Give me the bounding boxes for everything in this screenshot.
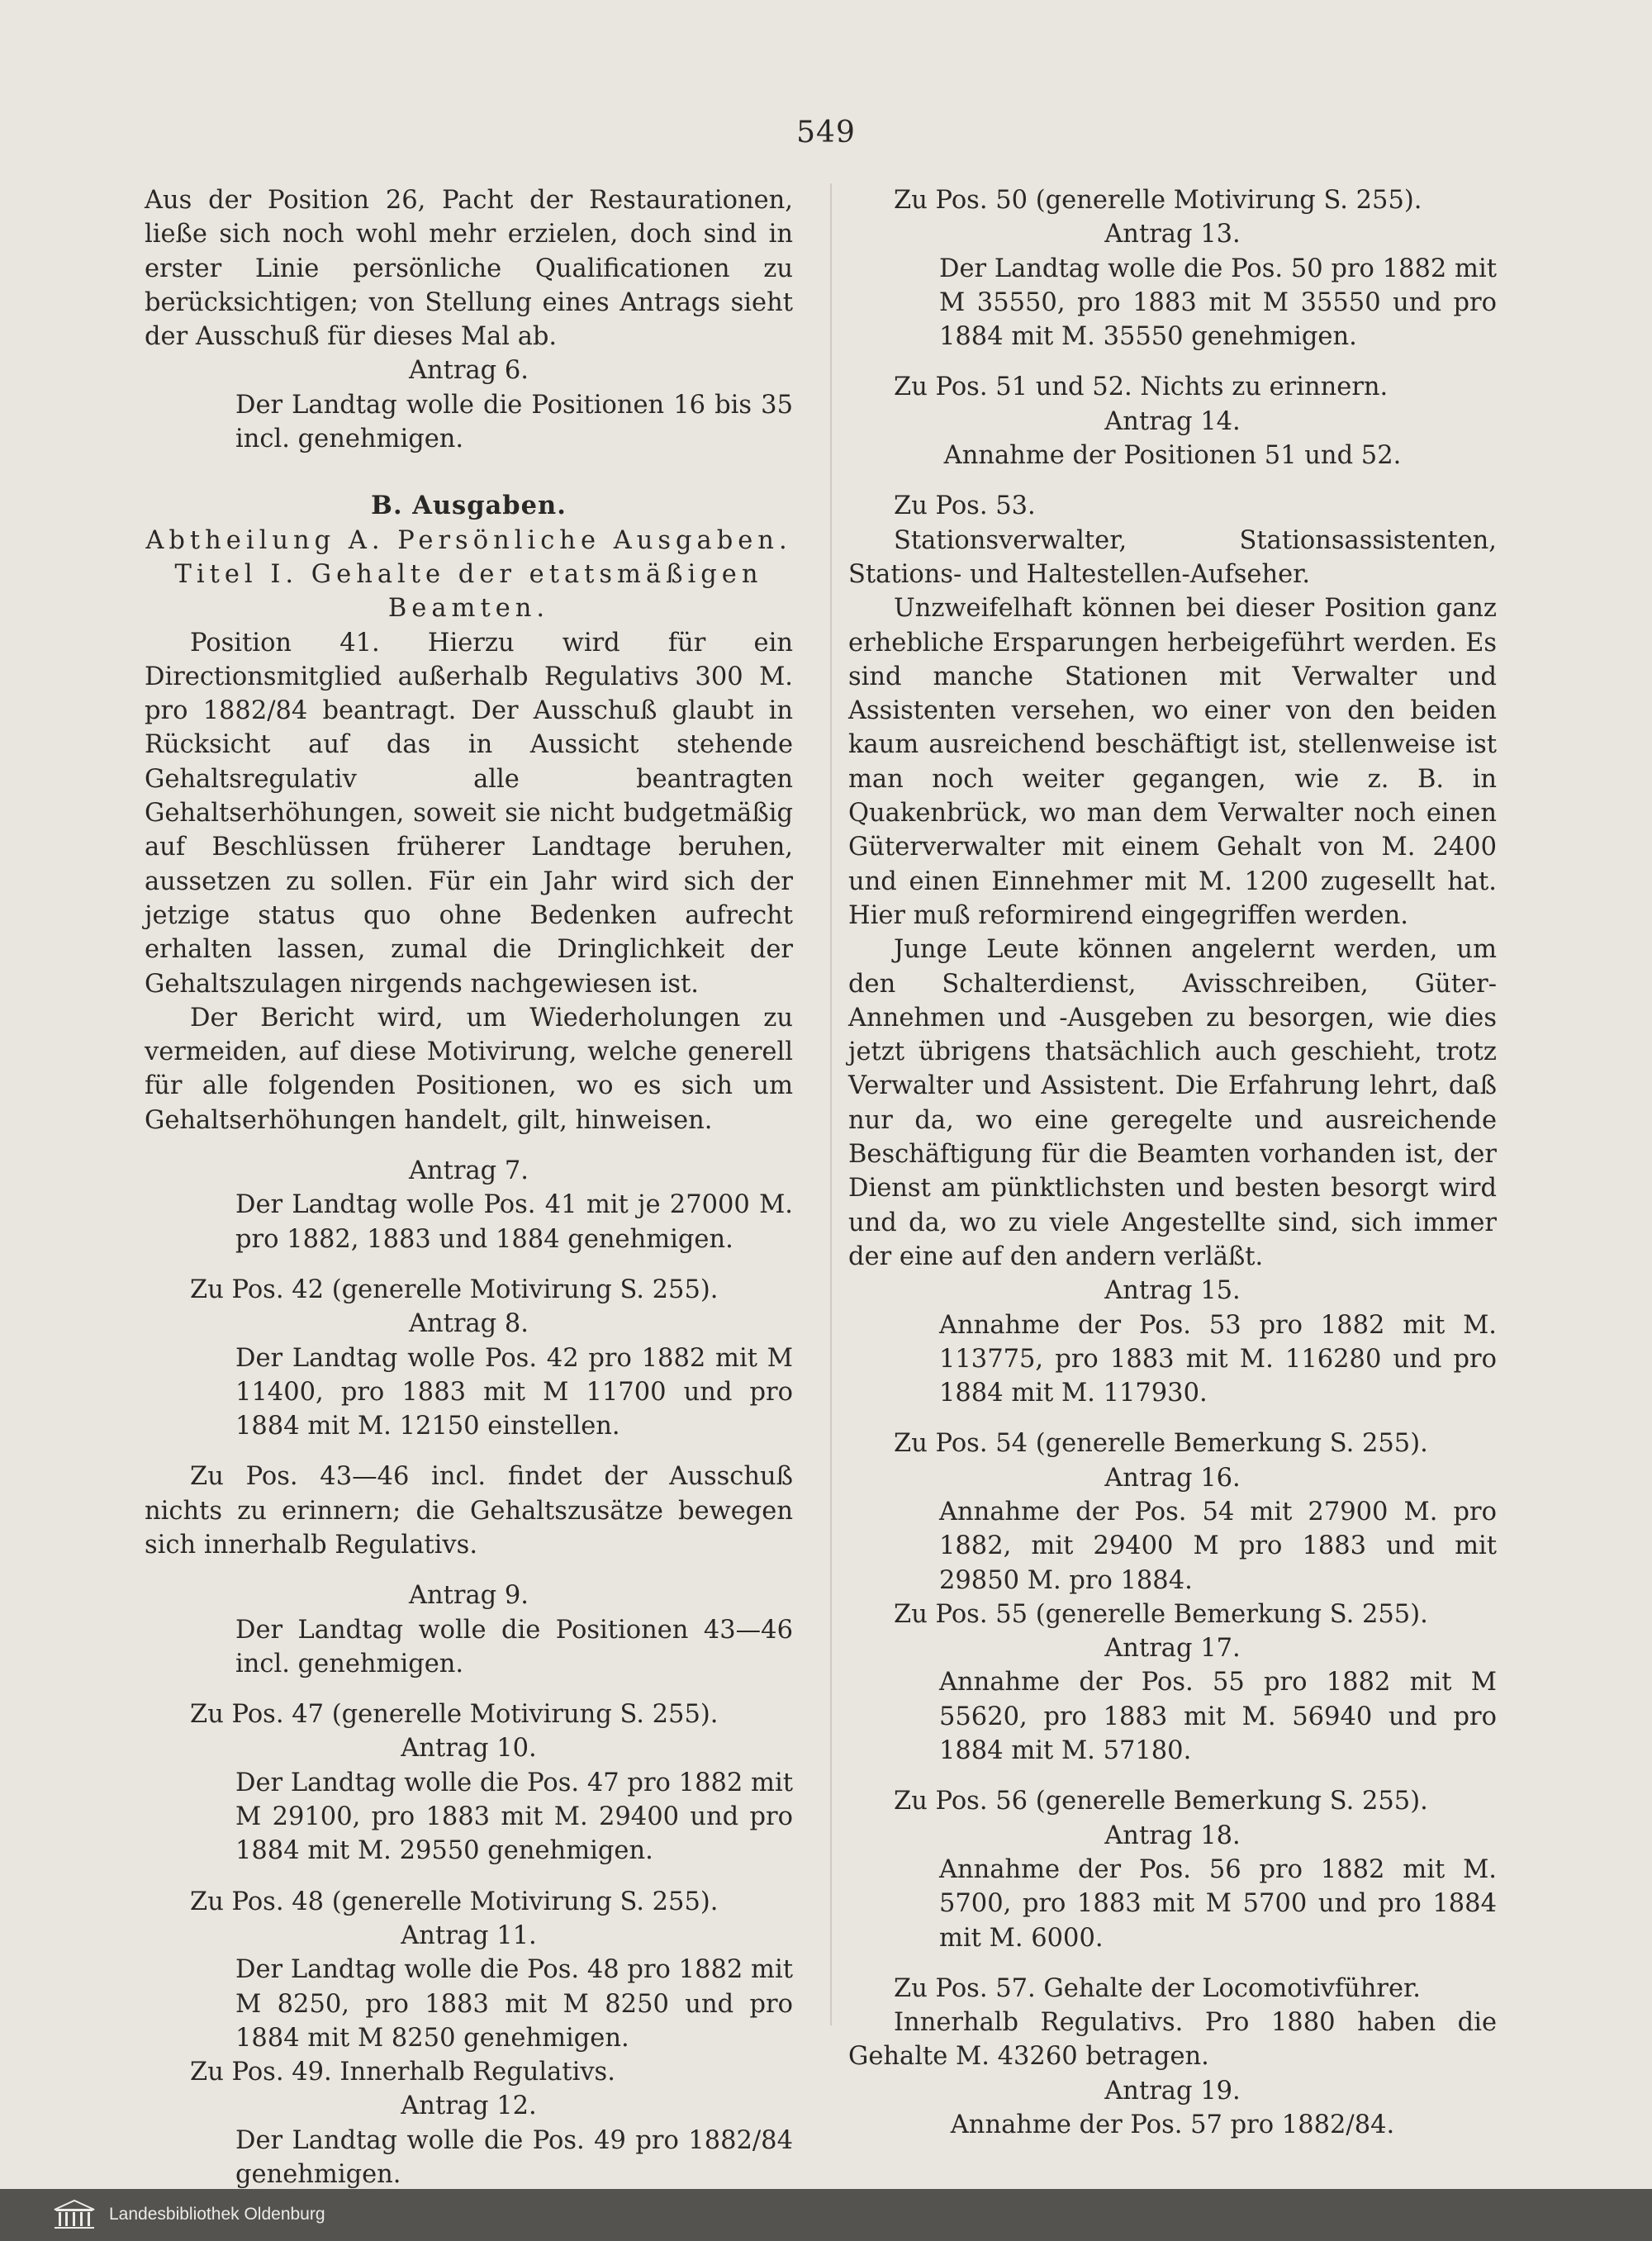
- paragraph: Antrag 13.: [1104, 220, 1241, 249]
- paragraph: Annahme der Pos. 55 pro 1882 mit M 55620, pro 1883 mit M. 56940 und pro 1884 mit M. 57180.: [939, 1668, 1497, 1766]
- right-column: [848, 183, 1497, 2142]
- paragraph: Zu Pos. 54 (generelle Bemerkung S. 255).: [894, 1429, 1428, 1459]
- paragraph: Der Landtag wolle die Pos. 47 pro 1882 mit M 29100, pro 1883 mit M. 29400 und pro 1884 mit M. 29550 genehmigen.: [235, 1768, 793, 1866]
- footer-bar: [0, 2189, 1652, 2241]
- paragraph: Antrag 7.: [408, 1156, 529, 1186]
- paragraph: Antrag 11.: [401, 1921, 537, 1950]
- paragraph: Position 41. Hierzu wird für ein Directionsmitglied außerhalb Regulativs 300 M. pro 1882/84 beantragt. Der Ausschuß glaubt in Rücksicht auf das in Aussicht stehende Gehaltsregulativ alle beantragten Gehaltserhöhungen, soweit sie nicht budgetmäßig auf Beschlüssen früherer Landtage beruhen, aussetzen zu sollen. Für ein Jahr wird sich der jetzige status quo ohne Bedenken aufrecht erhalten lassen, zumal die Dringlichkeit der Gehaltszulagen nirgends nachgewiesen ist.: [145, 628, 793, 999]
- paragraph: Antrag 8.: [408, 1309, 529, 1339]
- page-number: 549: [796, 116, 856, 150]
- paragraph: Zu Pos. 43—46 incl. findet der Ausschuß nichts zu erinnern; die Gehaltszusätze bewegen sich innerhalb Regulativs.: [145, 1462, 793, 1560]
- paragraph: Antrag 15.: [1104, 1276, 1241, 1306]
- paragraph: Zu Pos. 50 (generelle Motivirung S. 255).: [894, 186, 1422, 215]
- paragraph: Antrag 17.: [1104, 1634, 1241, 1664]
- paragraph: Antrag 10.: [401, 1734, 537, 1764]
- paragraph: Annahme der Pos. 53 pro 1882 mit M. 113775, pro 1883 mit M. 116280 und pro 1884 mit M. 117930.: [939, 1310, 1497, 1408]
- paragraph: Antrag 18.: [1104, 1821, 1241, 1850]
- paragraph: Zu Pos. 55 (generelle Bemerkung S. 255).: [894, 1599, 1428, 1629]
- library-name: Landesbibliothek Oldenburg: [109, 2205, 325, 2224]
- paragraph: Annahme der Pos. 54 mit 27900 M. pro 1882, mit 29400 M pro 1883 und mit 29850 M. pro 1884.: [939, 1497, 1497, 1595]
- paragraph: Antrag 12.: [401, 2091, 537, 2121]
- paragraph: Der Landtag wolle die Pos. 49 pro 1882/84 genehmigen.: [235, 2125, 793, 2190]
- paragraph: Zu Pos. 49. Innerhalb Regulativs.: [190, 2058, 615, 2087]
- paragraph: Unzweifelhaft können bei dieser Position ganz erhebliche Ersparungen herbeigeführt werden. Es sind manche Stationen mit Verwalter und Assistenten versehen, wo einer von den beiden kaum ausreichend beschäftigt ist, stellenweise ist man noch weiter gegangen, wie z. B. in Quakenbrück, wo man dem Verwalter noch einen Güterverwalter mit einem Gehalt von M. 2400 und einen Einnehmer mit M. 1200 zugesellt hat. Hier muß reformirend eingegriffen werden.: [848, 594, 1497, 930]
- paragraph: Annahme der Positionen 51 und 52.: [943, 441, 1402, 471]
- paragraph: Der Landtag wolle die Pos. 48 pro 1882 mit M 8250, pro 1883 mit M 8250 und pro 1884 mit M 8250 genehmigen.: [235, 1955, 793, 2053]
- paragraph: Stationsverwalter, Stationsassistenten, Stations- und Haltestellen-Aufseher.: [848, 525, 1497, 589]
- paragraph: Zu Pos. 47 (generelle Motivirung S. 255).: [190, 1700, 719, 1730]
- left-column: [145, 183, 793, 2191]
- paragraph: Junge Leute können angelernt werden, um den Schalterdienst, Avisschreiben, Güter-Annehmen und -Ausgeben zu besorgen, wie dies jetzt übrigens thatsächlich auch geschieht, trotz Verwalter und Assistent. Die Erfahrung lehrt, daß nur da, wo eine geregelte und ausreichende Beschäftigung für die Beamten vorhanden ist, der Dienst am pünktlichsten und besten besorgt wird und da, wo zu viele Angestellte sind, sich immer der eine auf den andern verläßt.: [848, 935, 1497, 1271]
- paragraph: Zu Pos. 56 (generelle Bemerkung S. 255).: [894, 1787, 1428, 1816]
- paragraph: Zu Pos. 48 (generelle Motivirung S. 255).: [190, 1887, 719, 1916]
- paragraph: Der Landtag wolle die Pos. 50 pro 1882 mit M 35550, pro 1883 mit M 35550 und pro 1884 mit M. 35550 genehmigen.: [939, 254, 1497, 352]
- paragraph: B. Ausgaben.: [371, 491, 567, 521]
- paragraph: Annahme der Pos. 56 pro 1882 mit M. 5700, pro 1883 mit M 5700 und pro 1884 mit M. 6000.: [939, 1854, 1497, 1953]
- paragraph: Der Landtag wolle Pos. 42 pro 1882 mit M 11400, pro 1883 mit M 11700 und pro 1884 mit M. 12150 einstellen.: [235, 1343, 793, 1441]
- paragraph: Innerhalb Regulativs. Pro 1880 haben die Gehalte M. 43260 betragen.: [848, 2008, 1497, 2072]
- paragraph: Zu Pos. 53.: [894, 491, 1036, 521]
- paragraph: Antrag 16.: [1104, 1463, 1241, 1493]
- paragraph: Antrag 19.: [1104, 2076, 1241, 2106]
- paragraph: Der Landtag wolle die Positionen 43—46 incl. genehmigen.: [235, 1615, 793, 1678]
- paragraph: Aus der Position 26, Pacht der Restaurationen, ließe sich noch wohl mehr erzielen, doch sind in erster Linie persönliche Qualificationen zu berücksichtigen; von Stellung eines Antrags sieht der Ausschuß für dieses Mal ab.: [145, 186, 793, 352]
- paragraph: Der Bericht wird, um Wiederholungen zu vermeiden, auf diese Motivirung, welche generell für alle folgenden Positionen, wo es sich um Gehaltserhöhungen handelt, gilt, hinweisen.: [145, 1003, 793, 1135]
- paragraph: Antrag 6.: [408, 356, 529, 386]
- paragraph: Zu Pos. 57. Gehalte der Locomotivführer.: [894, 1973, 1421, 2003]
- column-divider: [830, 183, 832, 2025]
- paragraph: Antrag 9.: [408, 1581, 529, 1611]
- paragraph: Der Landtag wolle die Positionen 16 bis 35 incl. genehmigen.: [235, 390, 793, 454]
- paragraph: Zu Pos. 51 und 52. Nichts zu erinnern.: [894, 373, 1389, 402]
- paragraph: Titel I. Gehalte der etatsmäßigen Beamten.: [174, 559, 763, 624]
- paragraph: Antrag 14.: [1104, 406, 1241, 436]
- library-building-icon: [51, 2198, 97, 2231]
- paragraph: Abtheilung A. Persönliche Ausgaben.: [145, 525, 792, 555]
- paragraph: Annahme der Pos. 57 pro 1882/84.: [950, 2110, 1395, 2140]
- paragraph: Zu Pos. 42 (generelle Motivirung S. 255).: [190, 1275, 719, 1304]
- paragraph: Der Landtag wolle Pos. 41 mit je 27000 M. pro 1882, 1883 und 1884 genehmigen.: [235, 1190, 793, 1254]
